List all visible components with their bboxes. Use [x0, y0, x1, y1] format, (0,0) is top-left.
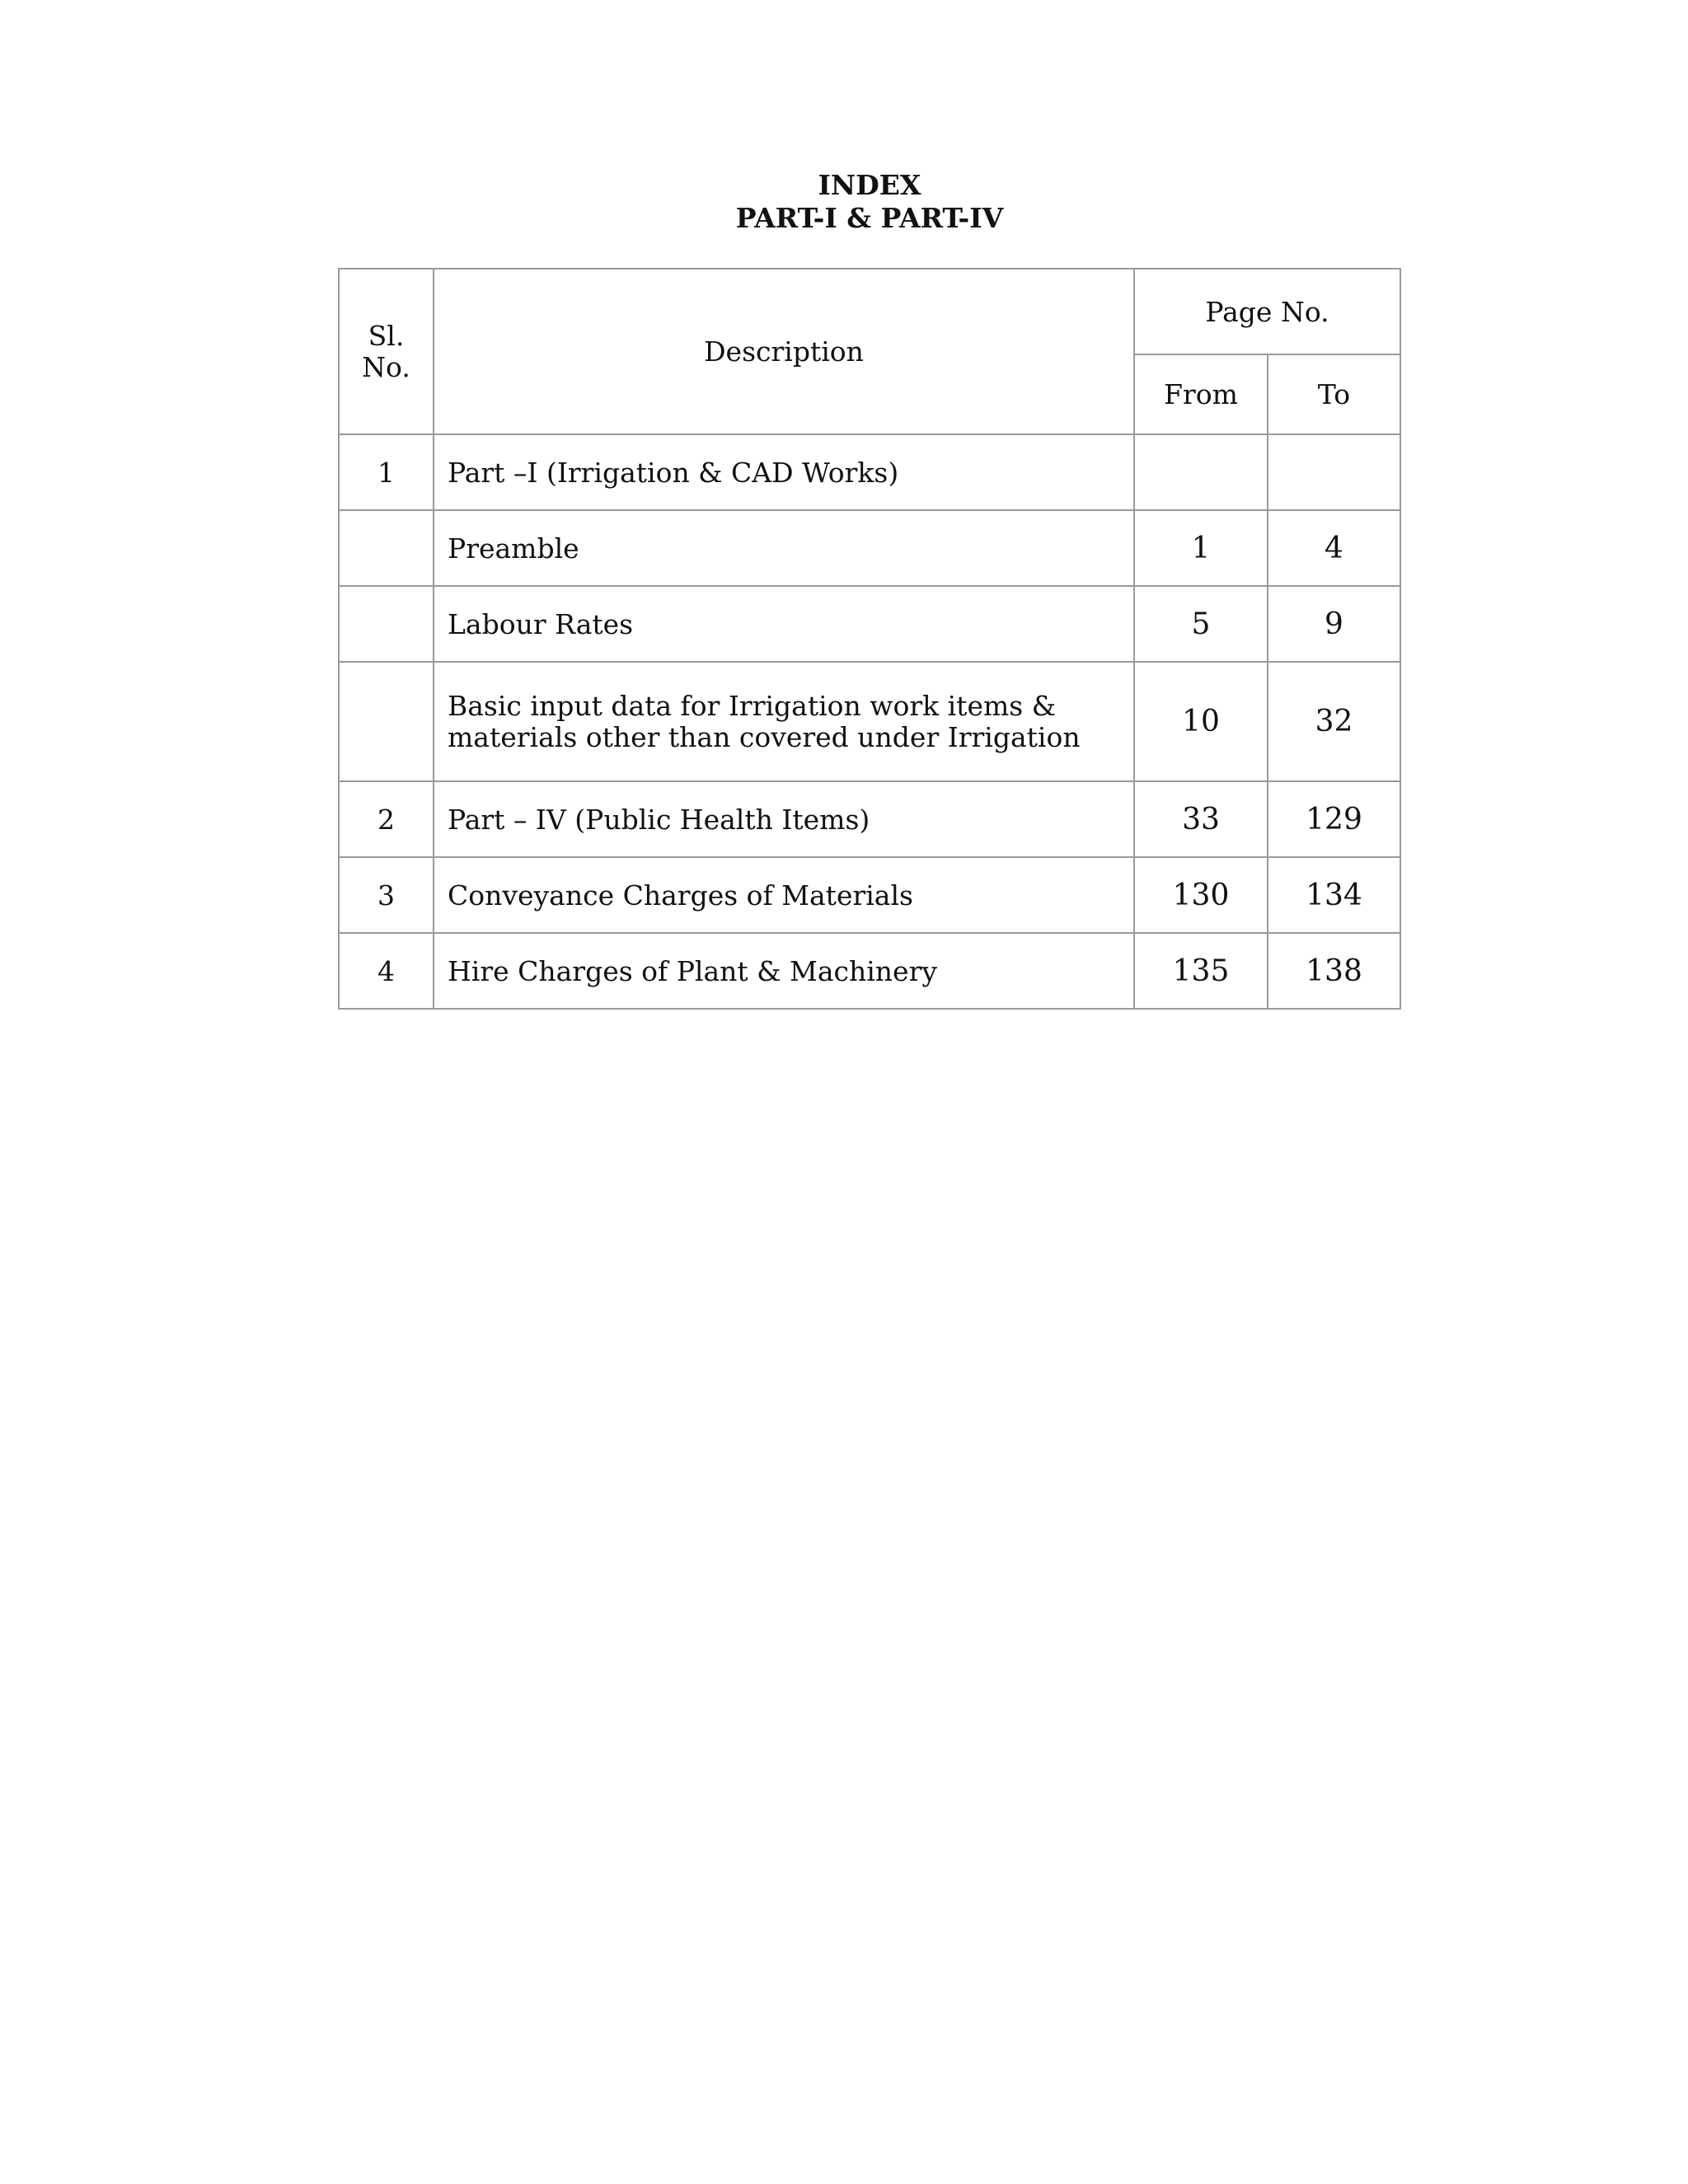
heading-title: INDEX: [818, 169, 921, 201]
cell-description: Basic input data for Irrigation work items & materials other than covered under Irrigation: [434, 662, 1134, 781]
page-heading: [0, 169, 1688, 235]
cell-to: 134: [1268, 857, 1400, 933]
cell-to: 4: [1268, 510, 1400, 586]
heading-subtitle: PART-I & PART-IV: [735, 202, 1004, 234]
header-to: To: [1268, 354, 1400, 434]
cell-description: Hire Charges of Plant & Machinery: [434, 933, 1134, 1009]
cell-sl: [339, 586, 434, 662]
header-sl-no-label: Sl. No.: [362, 319, 410, 383]
cell-from: 130: [1134, 857, 1268, 933]
cell-to: 9: [1268, 586, 1400, 662]
table-header-row: [339, 269, 1400, 354]
cell-sl: [339, 662, 434, 781]
table-row: [339, 434, 1400, 510]
cell-to: 32: [1268, 662, 1400, 781]
table-row: [339, 586, 1400, 662]
cell-from: [1134, 434, 1268, 510]
table-row: [339, 510, 1400, 586]
cell-from: 1: [1134, 510, 1268, 586]
cell-description: Conveyance Charges of Materials: [434, 857, 1134, 933]
cell-description: Part – IV (Public Health Items): [434, 781, 1134, 857]
header-description: Description: [434, 269, 1134, 434]
cell-from: 5: [1134, 586, 1268, 662]
table-row: [339, 662, 1400, 781]
cell-sl: 2: [339, 781, 434, 857]
index-table: [338, 268, 1401, 1010]
cell-description: Labour Rates: [434, 586, 1134, 662]
header-page-no: Page No.: [1134, 269, 1400, 354]
cell-sl: 4: [339, 933, 434, 1009]
cell-description: Part –I (Irrigation & CAD Works): [434, 434, 1134, 510]
cell-description: Preamble: [434, 510, 1134, 586]
cell-sl: [339, 510, 434, 586]
cell-to: 138: [1268, 933, 1400, 1009]
cell-sl: 1: [339, 434, 434, 510]
table-row: [339, 781, 1400, 857]
cell-from: 33: [1134, 781, 1268, 857]
cell-to: 129: [1268, 781, 1400, 857]
cell-from: 135: [1134, 933, 1268, 1009]
header-from: From: [1134, 354, 1268, 434]
cell-from: 10: [1134, 662, 1268, 781]
cell-sl: 3: [339, 857, 434, 933]
table-row: [339, 933, 1400, 1009]
cell-to: [1268, 434, 1400, 510]
table-row: [339, 857, 1400, 933]
header-sl-no: [339, 269, 434, 434]
